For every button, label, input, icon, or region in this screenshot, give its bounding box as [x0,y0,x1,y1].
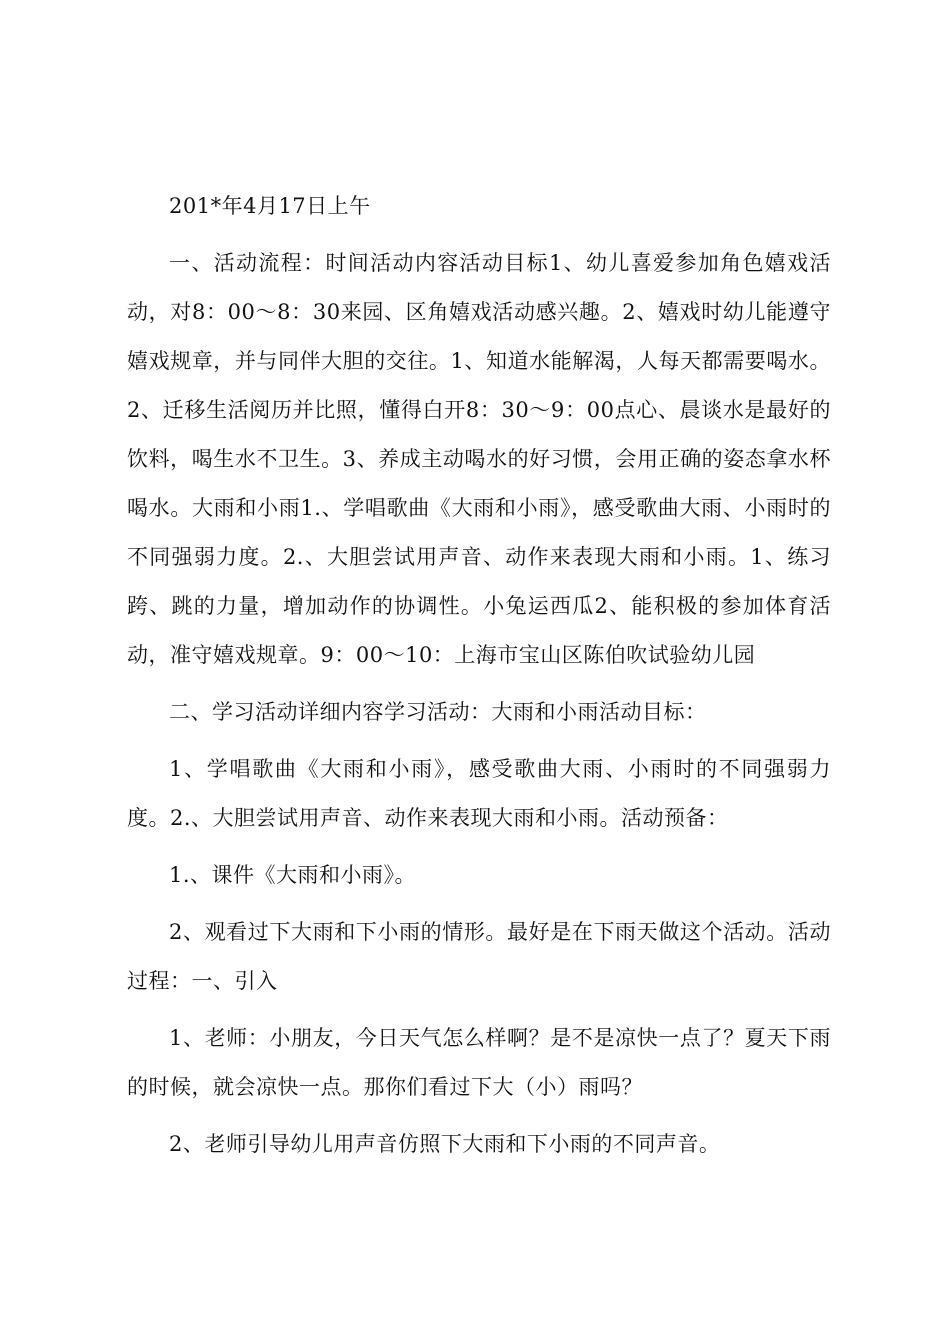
learning-activity-heading: 二、学习活动详细内容学习活动：大雨和小雨活动目标： [169,700,707,724]
document-body [127,182,831,1177]
date-line: 201*年4月17日上午 [169,194,371,218]
activity-flow-paragraph: 一、活动流程：时间活动内容活动目标1、幼儿喜爱参加角色嬉戏活动，对8：00～8：30来园、区角嬉戏活动感兴趣。2、嬉戏时幼儿能遵守嬉戏规章，并与同伴大胆的交往。1、知道水能解渴，人每天都需要喝水。2、迁移生活阅历并比照，懂得白开8：30～9：00点心、晨谈水是最好的饮料，喝生水不卫生。3、养成主动喝水的好习惯，会用正确的姿态拿水杯喝水。大雨和小雨1.、学唱歌曲《大雨和小雨》，感受歌曲大雨、小雨时的不同强弱力度。2.、大胆尝试用声音、动作来表现大雨和小雨。1、练习跨、跳的力量，增加动作的协调性。小兔运西瓜2、能积极的参加体育活动，准守嬉戏规章。9：00～10：上海市宝山区陈伯吹试验幼儿园 [127,251,831,667]
preparation-item-1: 1.、课件《大雨和小雨》。 [169,863,417,887]
preparation-item-2: 2、观看过下大雨和下小雨的情形。最好是在下雨天做这个活动。活动过程：一、引入 [127,920,831,993]
process-step-1: 1、老师：小朋友，今日天气怎么样啊？是不是凉快一点了？夏天下雨的时候，就会凉快一点。那你们看过下大（小）雨吗？ [127,1026,831,1099]
process-step-2: 2、老师引导幼儿用声音仿照下大雨和下小雨的不同声音。 [169,1132,721,1156]
activity-goals-paragraph: 1、学唱歌曲《大雨和小雨》，感受歌曲大雨、小雨时的不同强弱力度。2.、大胆尝试用声音、动作来表现大雨和小雨。活动预备： [127,757,831,830]
